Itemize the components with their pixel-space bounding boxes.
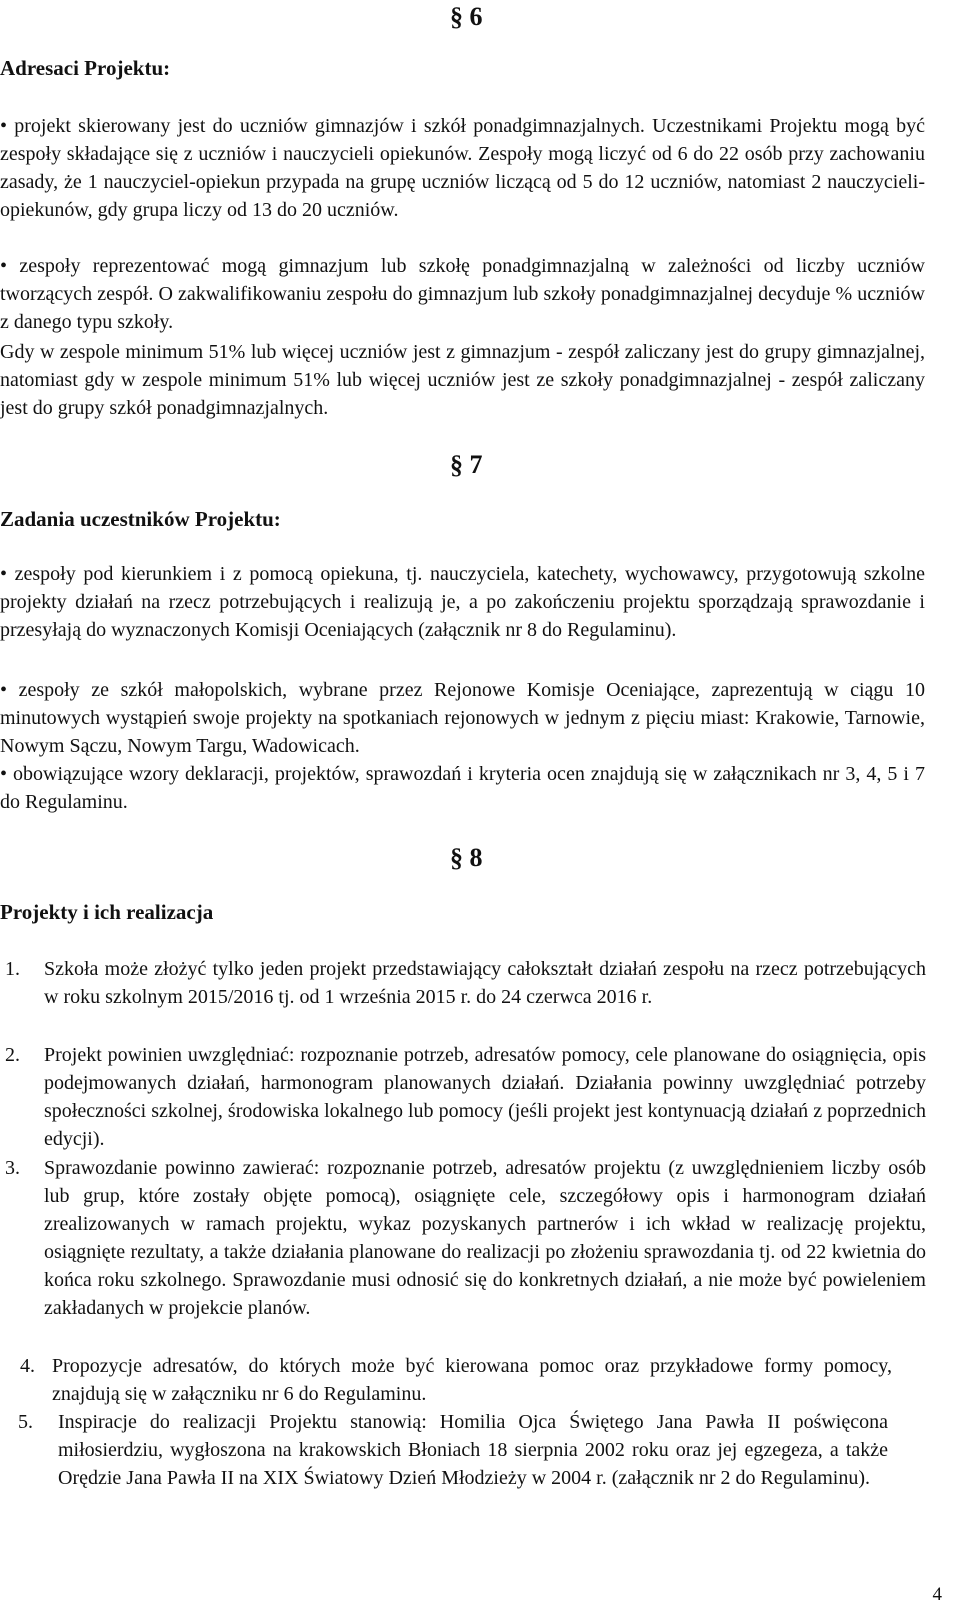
list-item: Projekt powinien uwzględniać: rozpoznanie potrzeb, adresatów pomocy, cele planowane do osiągnięcia, opis podejmowanych działań, harmonogram planowanych działań. Działania powinny uwzględniać potrzeby społeczności szkolnej, środowiska lokalnego lub pomocy (jeśli projekt jest kontynuacją działań z poprzednich edycji).: [44, 1044, 926, 1150]
list-item: Sprawozdanie powinno zawierać: rozpoznanie potrzeb, adresatów projektu (z uwzględnieniem liczby osób lub grup, które zostały objęte pomocą), osiągnięte cele, szczegółowy opis i harmonogram działań zrealizowanych w ramach projektu, wykaz pozyskanych partnerów i ich wkład w realizację projektu, osiągnięte rezultaty, a także działania planowane do realizacji po złożeniu sprawozdania tj. od 22 kwietnia do końca roku szkolnego. Sprawozdanie musi odnosić się do konkretnych działań, a nie może być powieleniem zakładanych w projekcie planów.: [44, 1157, 926, 1319]
page-number: 4: [932, 1584, 942, 1605]
section-6-paragraph-1: • projekt skierowany jest do uczniów gimnazjów i szkół ponadgimnazjalnych. Uczestnikami Projektu mogą być zespoły składające się z uczniów i nauczycieli opiekunów. Zespoły mogą liczyć od 6 do 22 osób przy zachowaniu zasady, że 1 nauczyciel-opiekun przypada na grupę uczniów liczącą od 5 do 12 uczniów, natomiast 2 nauczycieli-opiekunów, gdy grupa liczy od 13 do 20 uczniów.: [0, 115, 925, 221]
section-6-heading: Adresaci Projektu:: [0, 56, 171, 80]
section-8-heading: Projekty i ich realizacja: [0, 900, 214, 924]
section-7-heading: Zadania uczestników Projektu:: [0, 507, 281, 531]
list-item: Inspiracje do realizacji Projektu stanowią: Homilia Ojca Świętego Jana Pawła II poświęcona miłosierdziu, wygłoszona na krakowskich Błoniach 18 sierpnia 2002 roku oraz jej egzegeza, a także Orędzie Jana Pawła II na XIX Światowy Dzień Młodzieży w 2004 r. (załącznik nr 2 do Regulaminu).: [58, 1411, 888, 1489]
section-6-symbol: § 6: [450, 2, 483, 31]
section-7-paragraph-3: • obowiązujące wzory deklaracji, projektów, sprawozdań i kryteria ocen znajdują się w załącznikach nr 3, 4, 5 i 7 do Regulaminu.: [0, 763, 925, 813]
section-8-symbol: § 8: [450, 843, 483, 872]
list-item-number: 1.: [5, 958, 20, 980]
section-7-paragraph-2: • zespoły ze szkół małopolskich, wybrane przez Rejonowe Komisje Oceniające, zaprezentują w ciągu 10 minutowych wystąpień swoje projekty na spotkaniach rejonowych w jednym z pięciu miast: Krakowie, Tarnowie, Nowym Sączu, Nowym Targu, Wadowicach.: [0, 679, 925, 757]
list-item-number: 3.: [5, 1157, 20, 1179]
list-item-number: 4.: [20, 1355, 35, 1377]
list-item: Szkoła może złożyć tylko jeden projekt przedstawiający całokształt działań zespołu na rzecz potrzebujących w roku szkolnym 2015/2016 tj. od 1 września 2015 r. do 24 czerwca 2016 r.: [44, 958, 926, 1008]
list-item-number: 2.: [5, 1044, 20, 1066]
section-7-symbol: § 7: [450, 450, 483, 479]
list-item: Propozycje adresatów, do których może być kierowana pomoc oraz przykładowe formy pomocy, znajdują się w załączniku nr 6 do Regulaminu.: [52, 1355, 892, 1405]
section-7-paragraph-1: • zespoły pod kierunkiem i z pomocą opiekuna, tj. nauczyciela, katechety, wychowawcy, przygotowują szkolne projekty działań na rzecz potrzebujących i realizują je, a po zakończeniu projektu sporządzają sprawozdanie i przesyłają do wyznaczonych Komisji Oceniających (załącznik nr 8 do Regulaminu).: [0, 563, 925, 641]
section-6-paragraph-2: • zespoły reprezentować mogą gimnazjum lub szkołę ponadgimnazjalną w zależności od liczby uczniów tworzących zespół. O zakwalifikowaniu zespołu do gimnazjum lub szkoły ponadgimnazjalnej decyduje % uczniów z danego typu szkoły.: [0, 255, 925, 333]
list-item-number: 5.: [18, 1411, 33, 1433]
section-6-paragraph-3: Gdy w zespole minimum 51% lub więcej uczniów jest z gimnazjum - zespół zaliczany jest do grupy gimnazjalnej, natomiast gdy w zespole minimum 51% lub więcej uczniów jest ze szkoły ponadgimnazjalnej - zespół zaliczany jest do grupy szkół ponadgimnazjalnych.: [0, 341, 925, 419]
